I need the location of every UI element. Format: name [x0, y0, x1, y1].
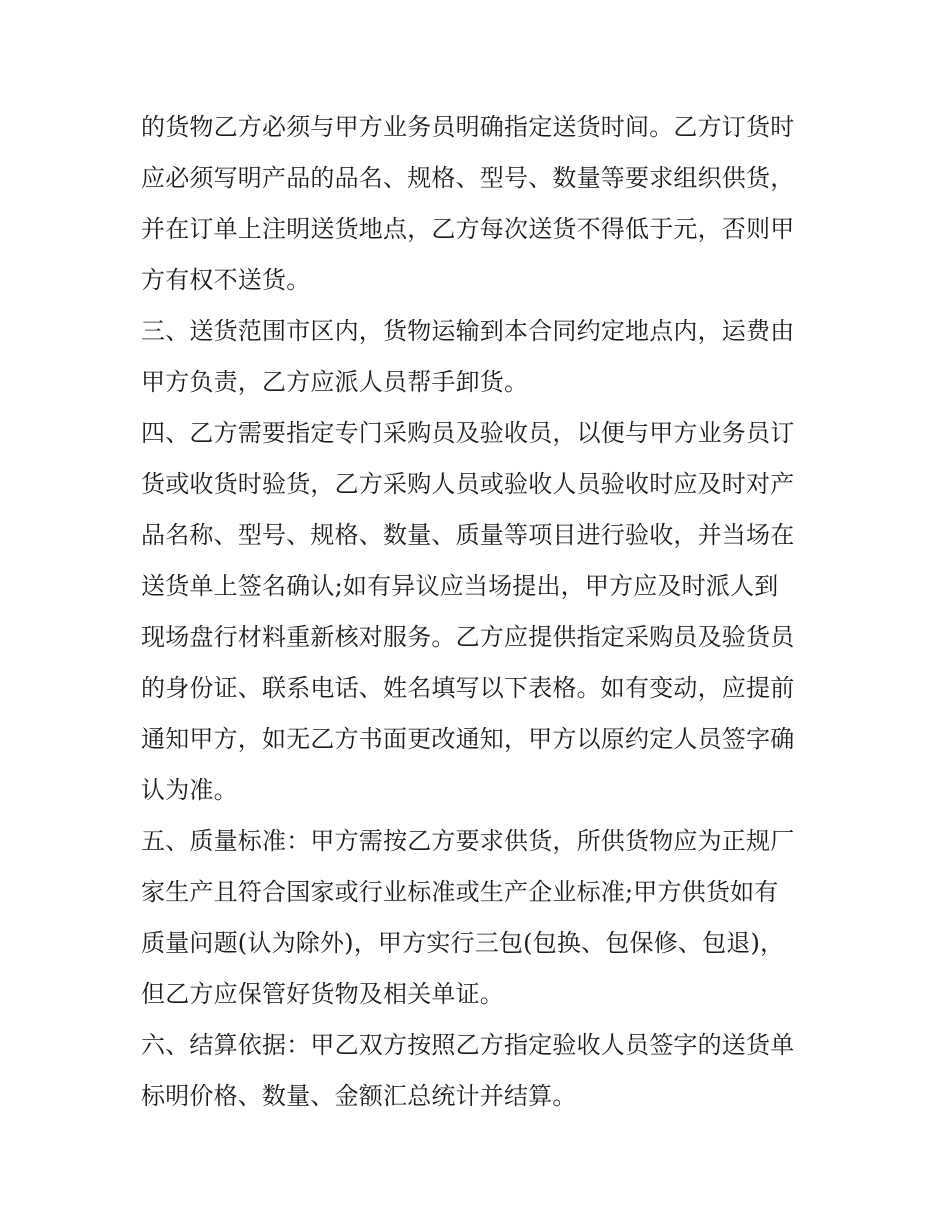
text-line: 标明价格、数量、金额汇总统计并结算。: [141, 1082, 577, 1110]
text-line: 的货物乙方必须与甲方业务员明确指定送货时间。乙方订货时: [141, 113, 795, 141]
text-line: 送货单上签名确认;如有异议应当场提出，甲方应及时派人到: [141, 572, 779, 600]
clause-6-heading-line: 六、结算依据：甲乙双方按照乙方指定验收人员签字的送货单: [141, 1031, 795, 1059]
text-line: 品名称、型号、规格、数量、质量等项目进行验收，并当场在: [141, 521, 795, 549]
text-line: 方有权不送货。: [141, 266, 311, 294]
clause-3-heading-line: 三、送货范围市区内，货物运输到本合同约定地点内，运费由: [141, 317, 795, 345]
text-line: 应必须写明产品的品名、规格、型号、数量等要求组织供货，: [141, 164, 795, 192]
document-body: [141, 102, 821, 1122]
text-line: 认为准。: [141, 776, 238, 804]
text-line: 甲方负责，乙方应派人员帮手卸货。: [141, 368, 529, 396]
text-line: 质量问题(认为除外)，甲方实行三包(包换、包保修、包退)，: [141, 929, 785, 957]
text-line: 货或收货时验货，乙方采购人员或验收人员验收时应及时对产: [141, 470, 795, 498]
text-line: 家生产且符合国家或行业标准或生产企业标准;甲方供货如有: [141, 878, 779, 906]
text-line: 但乙方应保管好货物及相关单证。: [141, 980, 504, 1008]
text-line: 的身份证、联系电话、姓名填写以下表格。如有变动，应提前: [141, 674, 795, 702]
text-line: 通知甲方，如无乙方书面更改通知，甲方以原约定人员签字确: [141, 725, 795, 753]
text-line: 现场盘行材料重新核对服务。乙方应提供指定采购员及验货员: [141, 623, 795, 651]
clause-5-heading-line: 五、质量标准：甲方需按乙方要求供货，所供货物应为正规厂: [141, 827, 795, 855]
clause-4-heading-line: 四、乙方需要指定专门采购员及验收员，以便与甲方业务员订: [141, 419, 795, 447]
text-line: 并在订单上注明送货地点，乙方每次送货不得低于元，否则甲: [141, 215, 795, 243]
